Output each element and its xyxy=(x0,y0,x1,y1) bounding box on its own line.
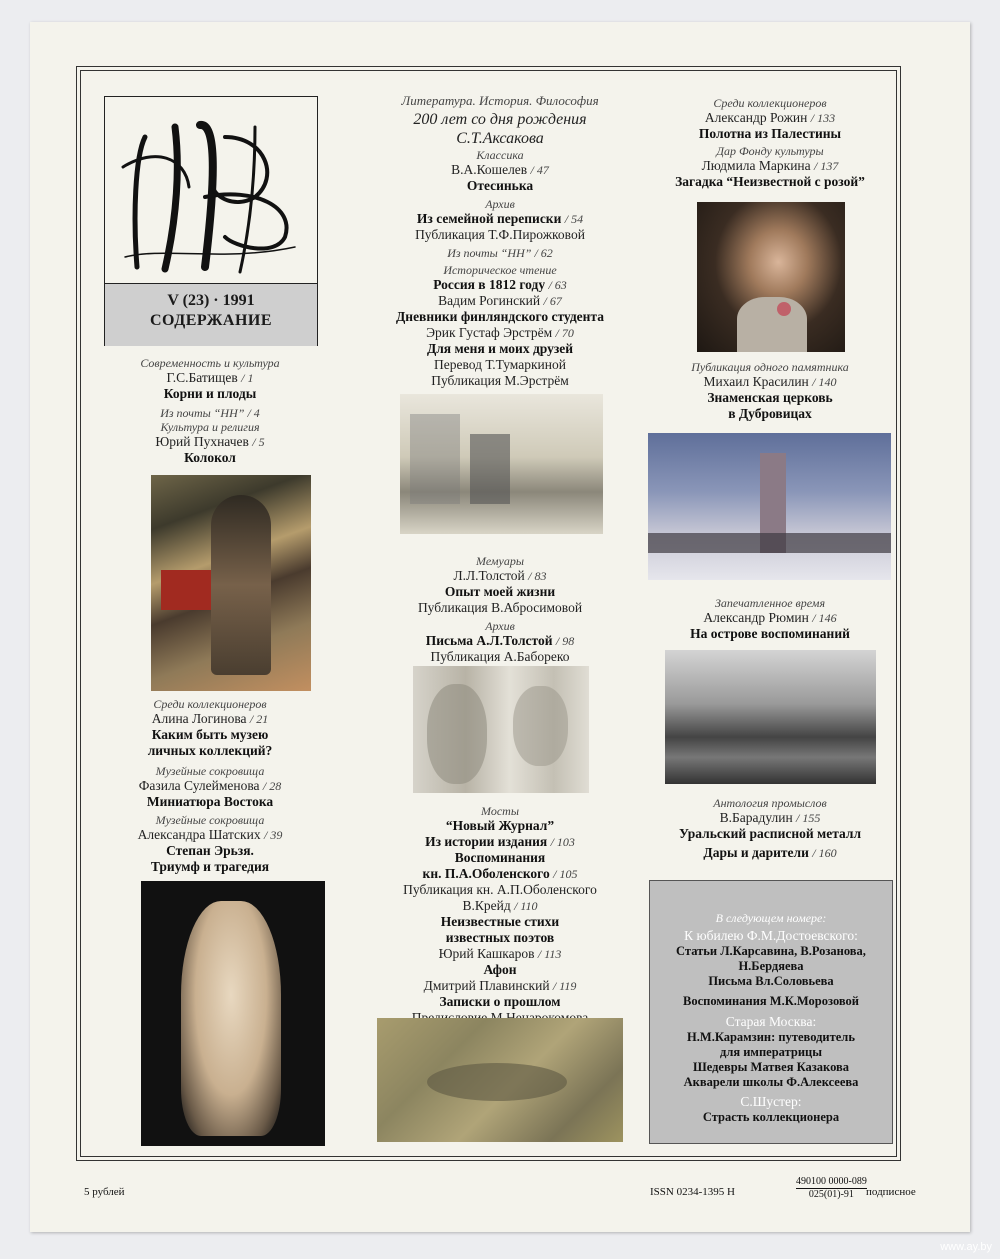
article-title: в Дубровицах xyxy=(728,406,812,421)
right-column-lower xyxy=(652,596,888,642)
issue-number: V (23) · 1991 xyxy=(167,292,255,309)
article-title: Дневники финляндского студента xyxy=(396,309,604,324)
article-title: Записки о прошлом xyxy=(439,994,561,1009)
article-title: На острове воспоминаний xyxy=(690,626,850,641)
price: 5 рублей xyxy=(84,1186,125,1198)
article-title: Из семейной переписки / 54 xyxy=(416,211,584,226)
translation-line: Перевод Т.Тумаркиной xyxy=(434,357,566,372)
publication-line: Публикация кн. А.П.Оболенского xyxy=(403,882,597,897)
article-title: Загадка “Неизвестной с розой” xyxy=(675,174,865,189)
author-line: Людмила Маркина / 137 xyxy=(701,158,839,173)
mail-label: Из почты “НН” / 62 xyxy=(447,246,553,260)
article-title: кн. П.А.Оболенского / 105 xyxy=(422,866,578,881)
contents-heading: СОДЕРЖАНИЕ xyxy=(149,312,273,329)
section-label: Архив xyxy=(485,197,515,211)
next-issue-title: Н.М.Карамзин: путеводитель xyxy=(687,1030,855,1044)
section-label: Среди коллекционеров xyxy=(713,96,827,110)
publication-line: Публикация В.Абросимовой xyxy=(417,600,583,615)
section-label: Историческое чтение xyxy=(443,263,557,277)
article-title: Степан Эрьзя. xyxy=(166,843,254,858)
section-label: Дар Фонду культуры xyxy=(716,144,824,158)
index-code-top: 490100 0000-089 xyxy=(796,1176,867,1187)
next-issue-line: Старая Москва: xyxy=(725,1014,817,1029)
article-title: личных коллекций? xyxy=(147,743,273,758)
author-line: Л.Л.Толстой / 83 xyxy=(453,568,547,583)
right-column-bottom xyxy=(652,796,888,861)
section-label: Музейные сокровища xyxy=(155,813,265,827)
mail-label: Из почты “НН” / 4 xyxy=(160,406,260,420)
article-title: Уральский расписной металл xyxy=(678,826,862,841)
article-title: Для меня и моих друзей xyxy=(426,341,574,356)
section-label: Мосты xyxy=(481,804,519,818)
author-line: В.Крейд / 110 xyxy=(462,898,538,913)
article-title: Афон xyxy=(483,962,517,977)
article-title: Воспоминания xyxy=(454,850,546,865)
index-code-bottom: 025(01)-91 xyxy=(808,1189,854,1200)
section-label: Современность и культура xyxy=(140,356,280,370)
middle-column-lower xyxy=(360,554,640,665)
section-label: Литература. История. Философия xyxy=(401,93,599,108)
author-line: Юрий Кашкаров / 113 xyxy=(438,946,562,961)
author-line: Алина Логинова / 21 xyxy=(151,711,269,726)
author-line: Михаил Красилин / 140 xyxy=(703,374,837,389)
publication-line: Публикация М.Эрстрём xyxy=(431,373,569,388)
article-title: Письма А.Л.Толстой / 98 xyxy=(425,633,575,648)
anniversary-line: 200 лет со дня рождения xyxy=(413,111,587,128)
portraits-sketch-image xyxy=(413,666,589,793)
section-label: Среди коллекционеров xyxy=(153,697,267,711)
author-line: Юрий Пухначев / 5 xyxy=(155,434,265,449)
next-issue-title: Акварели школы Ф.Алексеева xyxy=(683,1075,859,1089)
right-column-middle xyxy=(652,360,888,422)
church-photo-image xyxy=(648,433,891,580)
article-title: “Новый Журнал” xyxy=(445,818,555,833)
author-line: Дмитрий Плавинский / 119 xyxy=(423,978,577,993)
article-title: Дары и дарители / 160 xyxy=(703,845,837,860)
article-title: Полотна из Палестины xyxy=(698,126,842,141)
article-title: Корни и плоды xyxy=(163,386,257,401)
section-label: Антология промыслов xyxy=(713,796,827,810)
author-line: Александр Рюмин / 146 xyxy=(703,610,837,625)
anniversary-name: С.Т.Аксакова xyxy=(456,130,544,147)
interior-photo-image xyxy=(665,650,876,784)
author-line: В.А.Кошелев / 47 xyxy=(451,162,549,177)
issn: ISSN 0234-1395 Н xyxy=(650,1186,735,1198)
next-issue-title: Воспоминания М.К.Морозовой xyxy=(682,994,859,1008)
issue-banner xyxy=(105,283,317,346)
article-title: Опыт моей жизни xyxy=(444,584,556,599)
article-title: Колокол xyxy=(184,450,236,465)
lady-with-rose-portrait-image xyxy=(697,202,845,352)
next-issue-title: Письма Вл.Соловьева xyxy=(708,974,834,988)
next-issue-title: Статьи Л.Карсавина, В.Розанова, xyxy=(676,944,866,958)
author-line: Александра Шатских / 39 xyxy=(137,827,283,842)
section-label: Мемуары xyxy=(476,554,524,568)
japanese-print-image xyxy=(151,475,311,691)
article-title: Каким быть музею xyxy=(151,727,269,742)
section-label: Классика xyxy=(476,148,524,162)
author-line: Фазила Сулейменова / 28 xyxy=(138,778,282,793)
watermark: www.ay.by xyxy=(940,1241,992,1253)
next-issue-title: Н.Бердяева xyxy=(738,959,804,973)
section-label: Запечатленное время xyxy=(714,596,826,610)
next-issue-line: К юбилею Ф.М.Достоевского: xyxy=(684,928,858,943)
next-issue-title: Шедевры Матвея Казакова xyxy=(692,1060,850,1074)
next-issue-title: для императрицы xyxy=(720,1045,822,1059)
section-label: Архив xyxy=(485,619,515,633)
author-line: Александр Рожин / 133 xyxy=(704,110,836,125)
magazine-logo xyxy=(105,97,317,283)
article-title: Из истории издания / 103 xyxy=(425,834,575,849)
horseman-drawing-image xyxy=(400,394,603,534)
fish-painting-image xyxy=(377,1018,623,1142)
left-column xyxy=(104,356,316,466)
publication-line: Публикация Т.Ф.Пирожковой xyxy=(415,227,585,242)
author-line: В.Барадулин / 155 xyxy=(719,810,821,825)
next-issue-box xyxy=(649,880,893,1144)
article-title: известных поэтов xyxy=(445,930,555,945)
left-column-lower xyxy=(104,697,316,875)
article-title: Россия в 1812 году / 63 xyxy=(433,277,567,292)
article-title: Знаменская церковь xyxy=(707,390,833,405)
article-title: Отесинька xyxy=(466,178,534,193)
subscription: подписное xyxy=(866,1186,916,1198)
middle-column xyxy=(360,94,640,389)
author-line: Г.С.Батищев / 1 xyxy=(166,370,254,385)
author-line: Эрик Густаф Эрстрём / 70 xyxy=(426,325,574,340)
section-label: Культура и религия xyxy=(160,420,260,434)
article-title: Миниатюра Востока xyxy=(146,794,274,809)
right-column xyxy=(652,96,888,190)
next-issue-line: С.Шустер: xyxy=(740,1094,802,1109)
next-issue-label: В следующем номере: xyxy=(715,911,827,925)
index-codes xyxy=(796,1176,867,1201)
sculpture-image xyxy=(141,881,325,1146)
next-issue-title: Страсть коллекционера xyxy=(702,1110,840,1124)
publication-line: Публикация А.Бабореко xyxy=(430,649,570,664)
masthead-box xyxy=(104,96,318,346)
author-line: Вадим Рогинский / 67 xyxy=(438,293,562,308)
article-title: Триумф и трагедия xyxy=(150,859,270,874)
section-label: Публикация одного памятника xyxy=(691,360,849,374)
middle-column-bottom xyxy=(360,804,640,1026)
article-title: Неизвестные стихи xyxy=(440,914,560,929)
section-label: Музейные сокровища xyxy=(155,764,265,778)
